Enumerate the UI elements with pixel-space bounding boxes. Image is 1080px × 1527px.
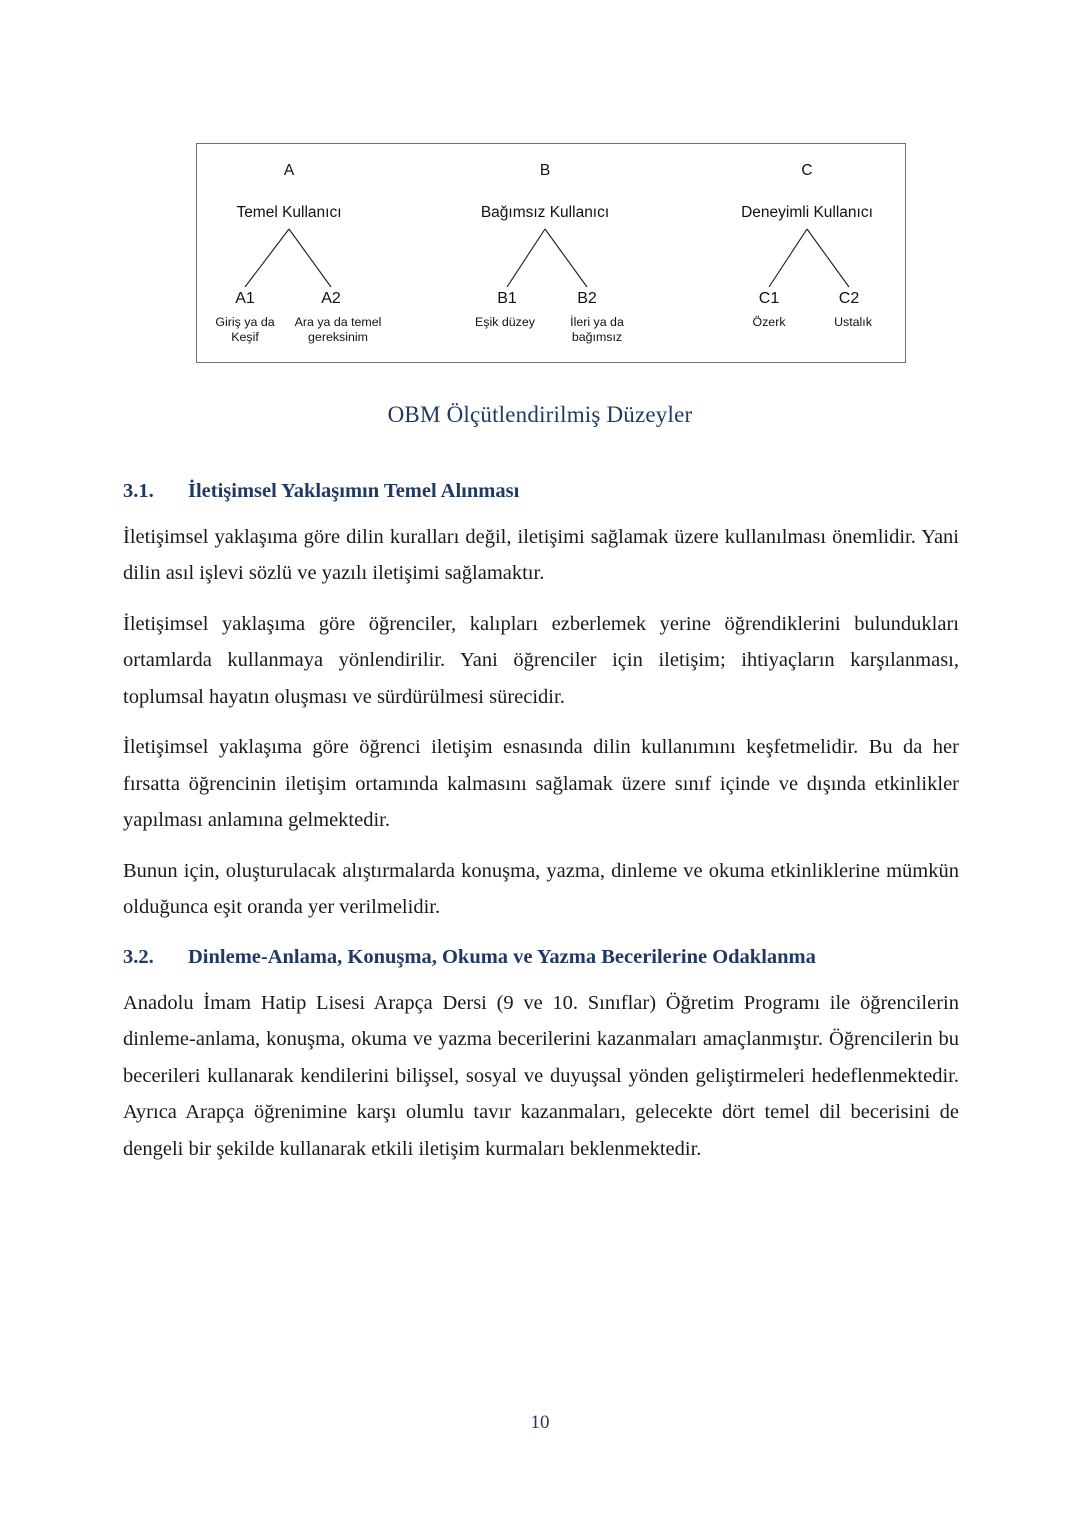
document-body: [123, 480, 959, 1167]
diagram-connector-b-b2: [545, 229, 587, 287]
spacer: [123, 969, 959, 985]
diagram-desc-b1-line1: Eşik düzey: [475, 315, 535, 329]
section-title-3-2: Dinleme-Anlama, Konuşma, Okuma ve Yazma Becerilerine Odaklanma: [188, 945, 816, 968]
spacer: [123, 715, 959, 729]
diagram-level-letter-c: C: [801, 162, 813, 179]
diagram-desc-a2-line2: gereksinim: [308, 330, 368, 344]
diagram-desc-a2-line1: Ara ya da temel: [294, 315, 382, 329]
diagram-desc-b2-line2: bağımsız: [571, 330, 623, 344]
paragraph-3-2-1: Anadolu İmam Hatip Lisesi Arapça Dersi (9 ve 10. Sınıflar) Öğretim Programı ile öğrencilerin dinleme-anlama, konuşma, okuma ve yazma becerilerini kazanmaları amaçlanmıştır. Öğrencilerin bu becerileri kullanarak kendilerini bilişsel, sosyal ve duyuşsal yönden geliştirmeleri hedeflenmektedir. Ayrıca Arapça öğrenimine karşı olumlu tavır kazanmaları, gelecekte dört temel dil becerisini de dengeli bir şekilde kullanarak etkili iletişim kurmaları beklenmektedir.: [123, 991, 959, 1160]
section-title-3-1: İletişimsel Yaklaşımın Temel Alınması: [188, 480, 520, 502]
diagram-desc-c2-line1: Ustalık: [834, 315, 872, 329]
diagram-code-c1: C1: [758, 290, 780, 307]
spacer: [123, 503, 959, 519]
cefr-levels-diagram: [197, 144, 907, 364]
spacer: [123, 839, 959, 853]
page-number: 10: [530, 1412, 550, 1433]
paragraph-3-1-1: İletişimsel yaklaşıma göre dilin kuralları değil, iletişimi sağlamak üzere kullanılması önemlidir. Yani dilin asıl işlevi sözlü ve yazılı iletişimi sağlamaktır.: [123, 526, 959, 585]
diagram-connector-c-c1: [769, 229, 807, 287]
section-heading-3-2: [123, 946, 959, 969]
diagram-role-a: Temel Kullanıcı: [236, 204, 342, 221]
diagram-code-a1: A1: [235, 290, 255, 307]
diagram-connector-a-a2: [289, 229, 331, 287]
paragraph-3-1-2: İletişimsel yaklaşıma göre öğrenciler, kalıpları ezberlemek yerine öğrendiklerini bulundukları ortamlarda kullanmaya yönlendirilir. Yani öğrenciler için iletişim; ihtiyaçların karşılanması, toplumsal hayatın oluşması ve sürdürülmesi sürecidir.: [123, 612, 959, 708]
diagram-connector-c-c2: [807, 229, 849, 287]
diagram-desc-c1-line1: Özerk: [752, 315, 786, 329]
diagram-desc-a1-line1: Giriş ya da: [215, 315, 275, 329]
diagram-connector-a-a1: [245, 229, 289, 287]
paragraph-3-1-4: Bunun için, oluşturulacak alıştırmalarda konuşma, yazma, dinleme ve okuma etkinliklerine mümkün olduğunca eşit oranda yer verilmelidir.: [123, 859, 959, 919]
diagram-code-c2: C2: [838, 290, 860, 307]
cefr-levels-figure: [196, 143, 906, 363]
diagram-role-c: Deneyimli Kullanıcı: [741, 204, 873, 221]
paragraph-3-1-3: İletişimsel yaklaşıma göre öğrenci iletişim esnasında dilin kullanımını keşfetmelidir. Bu da her fırsatta öğrencinin iletişim ortamında kalmasını sağlamak üzere sınıf içinde ve dışında etkinlikler yapılması anlamına gelmektedir.: [123, 736, 959, 832]
section-heading-3-1: [123, 480, 959, 503]
diagram-level-letter-b: B: [539, 162, 551, 179]
diagram-desc-a1-line2: Keşif: [231, 330, 259, 344]
section-number-3-2: 3.2.: [123, 945, 154, 968]
diagram-role-b: Bağımsız Kullanıcı: [480, 204, 610, 221]
diagram-desc-b2-line1: İleri ya da: [570, 315, 624, 329]
section-number-3-1: 3.1.: [123, 480, 154, 502]
diagram-code-a2: A2: [321, 290, 341, 307]
spacer: [123, 592, 959, 606]
diagram-connector-b-b1: [507, 229, 545, 287]
figure-caption: OBM Ölçütlendirilmiş Düzeyler: [387, 402, 693, 427]
diagram-code-b1: B1: [497, 290, 517, 307]
diagram-code-b2: B2: [577, 290, 597, 307]
spacer: [123, 926, 959, 946]
diagram-level-letter-a: A: [283, 162, 295, 179]
